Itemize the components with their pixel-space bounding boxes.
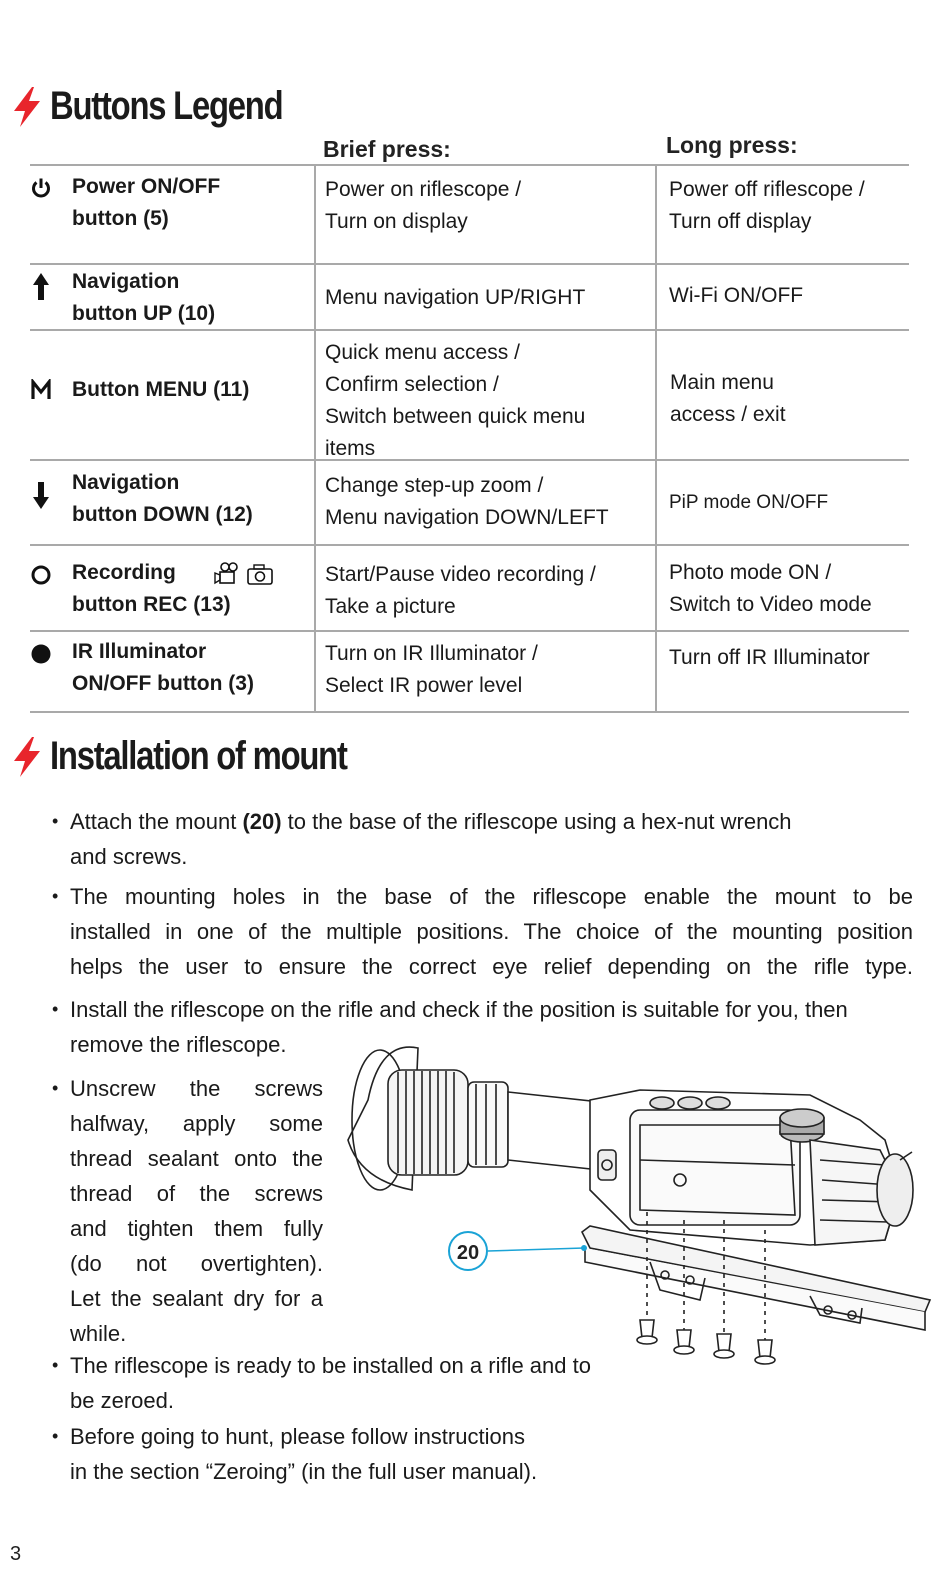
- circle-filled-icon: [30, 643, 52, 665]
- brief-press-action: Change step-up zoom / Menu navigation DOWN/LEFT: [325, 474, 609, 529]
- button-name: Recording button REC (13): [72, 561, 231, 616]
- column-header-long-press: Long press:: [666, 132, 798, 158]
- arrow-up-icon: [30, 273, 52, 301]
- table-column-divider: [314, 164, 316, 713]
- riflescope-mount-illustration: [340, 1040, 940, 1370]
- installation-title: Installation of mount: [50, 734, 347, 778]
- lightning-bolt-icon: [10, 85, 44, 129]
- table-rule: [30, 630, 909, 632]
- long-press-action: Photo mode ON / Switch to Video mode: [669, 561, 872, 616]
- long-press-action: Wi-Fi ON/OFF: [669, 284, 804, 307]
- button-name: IR Illuminator ON/OFF button (3): [72, 640, 254, 695]
- table-rule: [30, 711, 909, 713]
- buttons-legend-heading: [10, 84, 333, 129]
- brief-press-action: Menu navigation UP/RIGHT: [325, 286, 586, 309]
- brief-press-action: Power on riflescope / Turn on display: [325, 178, 522, 233]
- table-rule: [30, 164, 909, 166]
- table-column-divider: [655, 164, 657, 713]
- long-press-action: Power off riflescope / Turn off display: [669, 178, 865, 233]
- callout-label: 20: [456, 1242, 480, 1264]
- buttons-legend-title: Buttons Legend: [50, 84, 283, 128]
- brief-press-action: Start/Pause video recording / Take a picture: [325, 563, 596, 618]
- button-name: Button MENU (11): [72, 378, 250, 401]
- installation-heading: [10, 734, 412, 779]
- button-name: Navigation button UP (10): [72, 270, 216, 325]
- long-press-action: Turn off IR Illuminator: [669, 646, 870, 669]
- circle-outline-icon: [30, 564, 52, 586]
- lightning-bolt-icon: [10, 735, 44, 779]
- column-header-brief-press: Brief press:: [323, 136, 451, 162]
- long-press-action: Main menu access / exit: [670, 371, 786, 426]
- button-name: Power ON/OFF button (5): [72, 175, 221, 230]
- arrow-down-icon: [30, 481, 52, 509]
- brief-press-action: Quick menu access / Confirm selection / Switch between quick menu items: [325, 341, 586, 460]
- brief-press-action: Turn on IR Illuminator / Select IR power level: [325, 642, 538, 697]
- page-number: 3: [10, 1543, 22, 1565]
- m-icon: [30, 379, 52, 401]
- button-name: Navigation button DOWN (12): [72, 471, 253, 526]
- video-camera-icon: [214, 561, 276, 587]
- long-press-action: PiP mode ON/OFF: [669, 492, 829, 513]
- table-rule: [30, 544, 909, 546]
- power-icon: [30, 177, 52, 199]
- table-rule: [30, 263, 909, 265]
